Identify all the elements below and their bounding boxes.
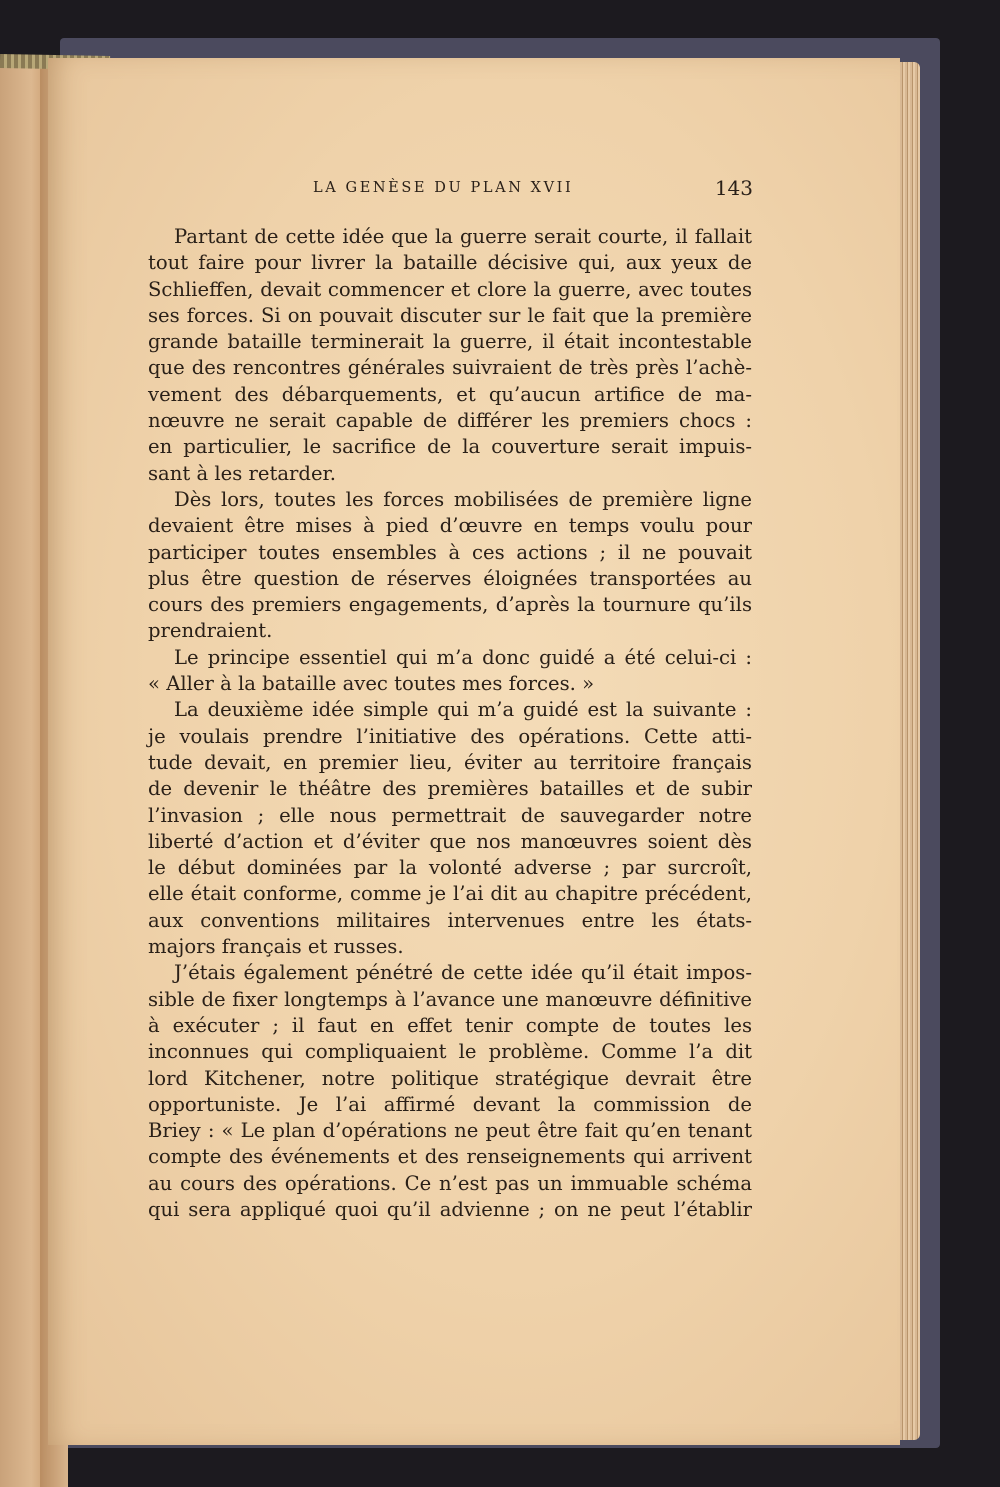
- text-line: inconnues qui compliquaient le problème. Comme l’a dit: [148, 1040, 752, 1064]
- text-line: à exécuter ; il faut en effet tenir compte de toutes les: [148, 1013, 752, 1037]
- text-line: Partant de cette idée que la guerre serait courte, il fallait: [174, 225, 752, 248]
- text-line: devaient être mises à pied d’œuvre en temps voulu pour: [148, 514, 752, 538]
- text-line: sible de fixer longtemps à l’avance une manœuvre définitive: [148, 987, 752, 1011]
- text-line: l’invasion ; elle nous permettrait de sauvegarder notre: [148, 803, 752, 827]
- text-line: compte des événements et des renseignements qui arrivent: [148, 1145, 752, 1169]
- text-line: prendraient.: [148, 619, 273, 643]
- text-line: sant à les retarder.: [148, 461, 336, 485]
- text-line: aux conventions militaires intervenues entre les états-: [148, 908, 752, 932]
- text-line: elle était conforme, comme je l’ai dit au chapitre précédent,: [148, 882, 752, 906]
- text-line: nœuvre ne serait capable de différer les premiers chocs :: [148, 409, 752, 433]
- text-line: en particulier, le sacrifice de la couverture serait impuis-: [148, 435, 752, 459]
- running-title: LA GENÈSE DU PLAN XVII: [313, 180, 574, 196]
- body-text: [148, 224, 752, 1223]
- text-line: J’étais également pénétré de cette idée qu’il était impos-: [174, 961, 752, 985]
- text-line: vement des débarquements, et qu’aucun artifice de ma-: [148, 382, 752, 406]
- text-line: cours des premiers engagements, d’après la tournure qu’ils: [148, 593, 752, 617]
- text-line: Dès lors, toutes les forces mobilisées de première ligne: [174, 487, 752, 511]
- text-line: de devenir le théâtre des premières batailles et de subir: [148, 777, 752, 801]
- text-line: participer toutes ensembles à ces actions ; il ne pouvait: [148, 540, 752, 564]
- text-line: Briey : « Le plan d’opérations ne peut être fait qu’en tenant: [148, 1119, 752, 1143]
- text-line: liberté d’action et d’éviter que nos manœuvres soient dès: [148, 829, 752, 853]
- text-line: lord Kitchener, notre politique stratégique devrait être: [148, 1066, 752, 1090]
- text-line: Le principe essentiel qui m’a donc guidé a été celui-ci :: [174, 645, 752, 669]
- text-line: ses forces. Si on pouvait discuter sur le fait que la première: [148, 303, 752, 327]
- text-line: je voulais prendre l’initiative des opérations. Cette atti-: [148, 724, 752, 748]
- text-line: tout faire pour livrer la bataille décisive qui, aux yeux de: [148, 251, 752, 275]
- page-number: 143: [714, 176, 753, 200]
- text-line: La deuxième idée simple qui m’a guidé est la suivante :: [174, 698, 752, 722]
- text-line: grande bataille terminerait la guerre, il était incontestable: [148, 330, 752, 354]
- text-line: qui sera appliqué quoi qu’il advienne ; on ne peut l’établir: [148, 1197, 752, 1221]
- text-line: le début dominées par la volonté adverse ; par surcroît,: [148, 856, 752, 880]
- text-line: tude devait, en premier lieu, éviter au territoire français: [148, 750, 752, 774]
- text-line: plus être question de réserves éloignées transportées au: [148, 566, 752, 590]
- text-line: opportuniste. Je l’ai affirmé devant la commission de: [148, 1092, 752, 1116]
- text-line: « Aller à la bataille avec toutes mes forces. »: [148, 672, 595, 696]
- text-line: que des rencontres générales suivraient de très près l’achè-: [148, 356, 752, 380]
- text-line: Schlieffen, devait commencer et clore la guerre, avec toutes: [148, 277, 752, 301]
- text-line: majors français et russes.: [148, 935, 404, 959]
- text-line: au cours des opérations. Ce n’est pas un immuable schéma: [148, 1171, 752, 1195]
- running-header: [313, 176, 753, 204]
